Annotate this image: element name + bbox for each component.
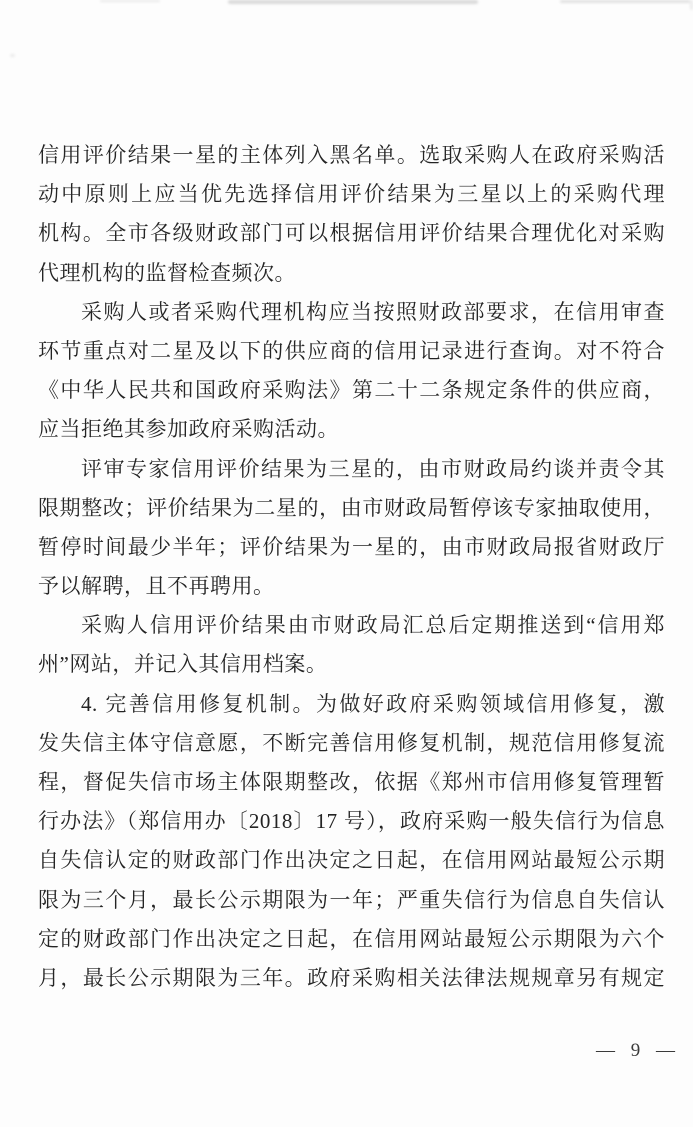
text-line: 予以解聘，且不再聘用。 <box>38 574 275 599</box>
text-line: 《中华人民共和国政府采购法》第二十二条规定条件的供应商， <box>38 378 665 403</box>
text-line: 环节重点对二星及以下的供应商的信用记录进行查询。对不符合 <box>38 338 665 363</box>
text-line: 州”网站，并记入其信用档案。 <box>38 652 328 677</box>
scan-artifact <box>228 0 478 4</box>
text-line: 限为三个月，最长公示期限为一年；严重失信行为信息自失信认 <box>38 887 665 912</box>
page-number: — 9 — <box>596 1040 676 1061</box>
scan-artifact <box>560 0 690 3</box>
scan-artifact <box>100 0 160 2</box>
text-line: 机构。全市各级财政部门可以根据信用评价结果合理优化对采购 <box>38 221 665 246</box>
text-line: 动中原则上应当优先选择信用评价结果为三星以上的采购代理 <box>38 182 665 207</box>
page-footer <box>537 1018 676 1084</box>
text-line: 自失信认定的财政部门作出决定之日起，在信用网站最短公示期 <box>38 848 665 873</box>
text-line: 代理机构的监督检查频次。 <box>38 260 296 285</box>
text-line: 行办法》（郑信用办〔2018〕17 号），政府采购一般失信行为信息 <box>38 809 665 834</box>
text-line: 暂停时间最少半年；评价结果为一星的，由市财政局报省财政厅 <box>38 534 665 559</box>
text-line: 发失信主体守信意愿，不断完善信用修复机制，规范信用修复流 <box>38 730 665 755</box>
document-body <box>38 136 665 998</box>
text-line: 程，督促失信市场主体限期整改，依据《郑州市信用修复管理暂 <box>38 770 665 794</box>
text-line: 信用评价结果一星的主体列入黑名单。选取采购人在政府采购活 <box>38 143 665 167</box>
text-line: 评审专家信用评价结果为三星的，由市财政局约谈并责令其 <box>81 456 665 481</box>
text-line: 采购人信用评价结果由市财政局汇总后定期推送到“信用郑 <box>81 613 665 638</box>
text-line: 4. 完善信用修复机制。为做好政府采购领域信用修复，激 <box>81 691 665 716</box>
text-line: 限期整改；评价结果为二星的，由市财政局暂停该专家抽取使用， <box>38 495 665 520</box>
text-line: 采购人或者采购代理机构应当按照财政部要求，在信用审查 <box>81 299 665 324</box>
text-line: 应当拒绝其参加政府采购活动。 <box>38 417 339 442</box>
scan-artifact <box>10 54 15 57</box>
text-line: 月，最长公示期限为三年。政府采购相关法律法规规章另有规定 <box>38 965 665 990</box>
text-line: 定的财政部门作出决定之日起，在信用网站最短公示期限为六个 <box>38 926 665 951</box>
